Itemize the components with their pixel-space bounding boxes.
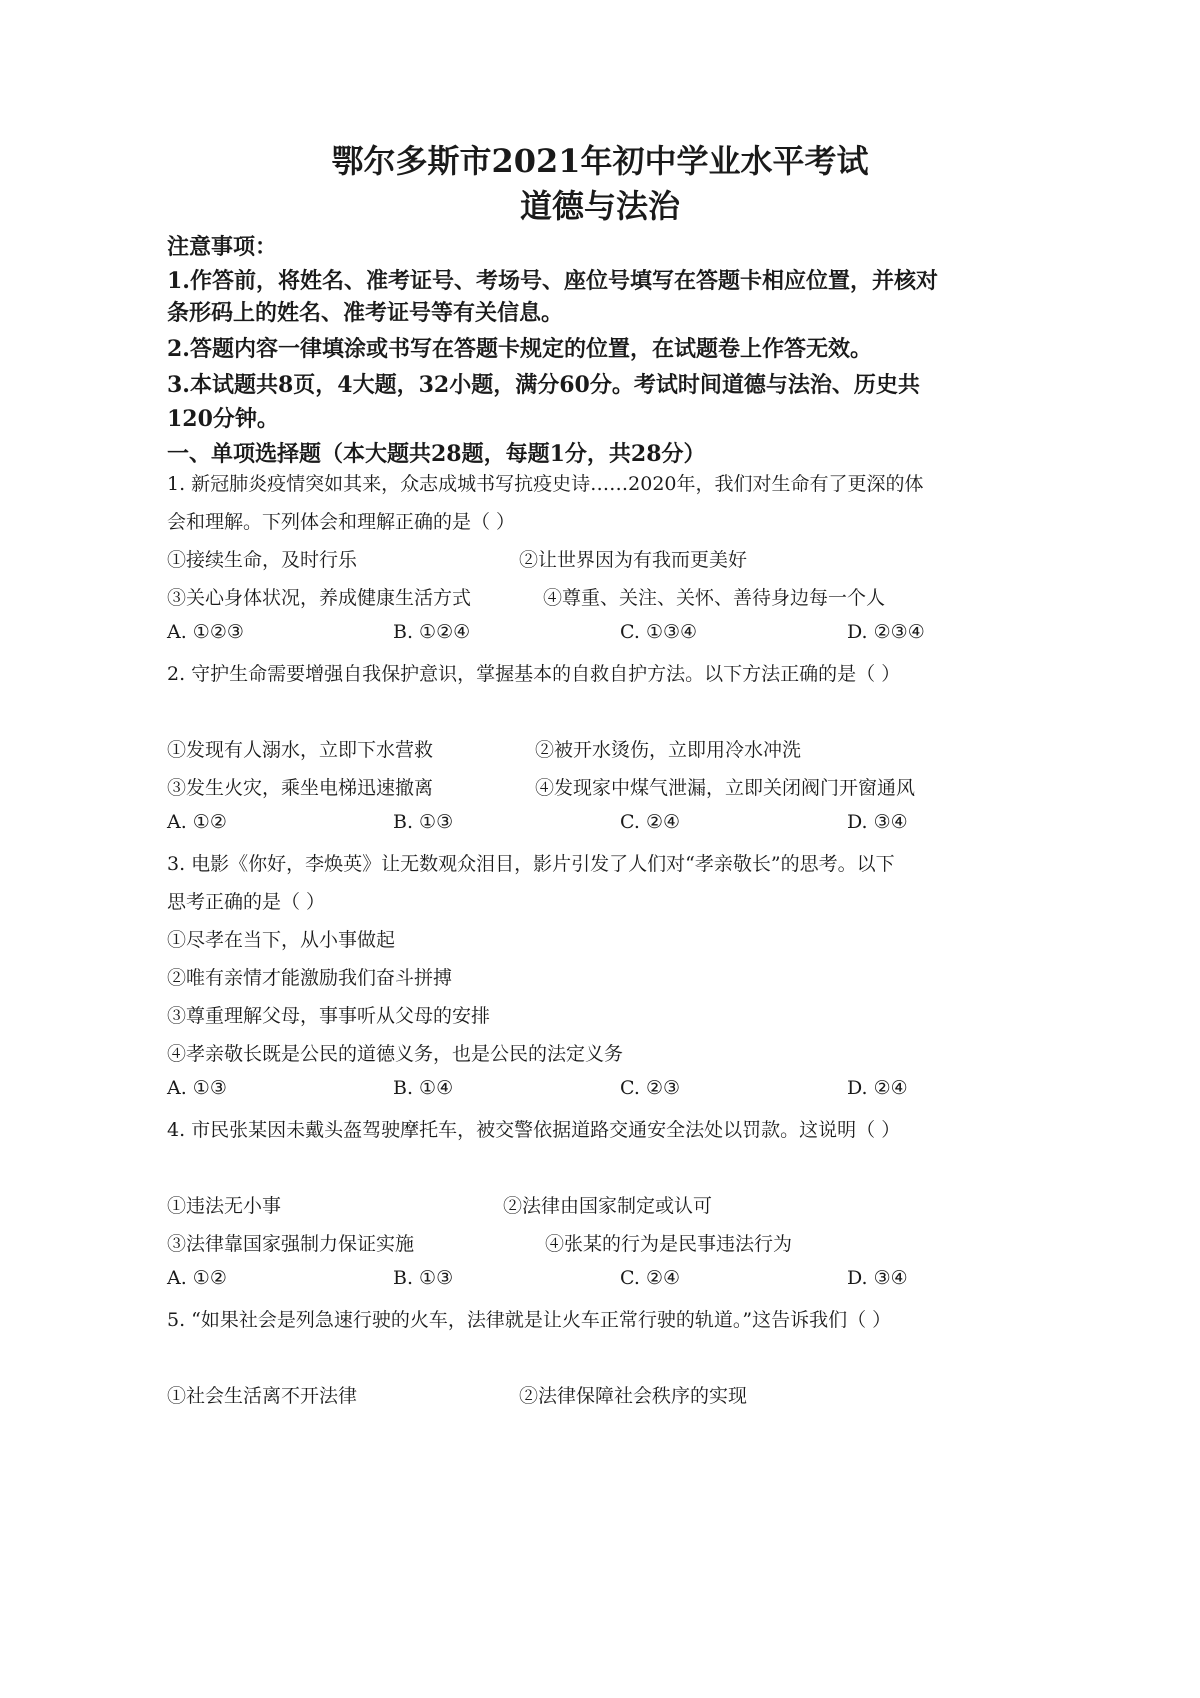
statement-item: ②唯有亲情才能激励我们奋斗拼搏 xyxy=(167,967,453,989)
question-stem: 2. 守护生命需要增强自我保护意识，掌握基本的自救自护方法。以下方法正确的是（ ） xyxy=(167,663,901,685)
answer-option: B. ①③ xyxy=(393,1267,454,1289)
question-stem: 5. “如果社会是列急速行驶的火车，法律就是让火车正常行驶的轨道。”这告诉我们（ ） xyxy=(167,1309,892,1331)
answer-option: A. ①② xyxy=(167,811,227,833)
statement-item: ③尊重理解父母，事事听从父母的安排 xyxy=(167,1005,491,1027)
answer-option: C. ②④ xyxy=(620,1267,681,1289)
answer-option: D. ③④ xyxy=(847,1267,908,1289)
statement-item: ④尊重、关注、关怀、善待身边每一个人 xyxy=(543,587,886,609)
question-stem: 思考正确的是（ ） xyxy=(167,891,326,913)
statement-item: ②被开水烫伤，立即用冷水冲洗 xyxy=(535,739,802,761)
statement-item: ④发现家中煤气泄漏，立即关闭阀门开窗通风 xyxy=(535,777,916,799)
answer-option: B. ①④ xyxy=(393,1077,454,1099)
statement-item: ①社会生活离不开法律 xyxy=(167,1385,358,1407)
question-stem: 1. 新冠肺炎疫情突如其来，众志成城书写抗疫史诗……2020年，我们对生命有了更深的体 xyxy=(167,473,924,495)
statement-item: ②让世界因为有我而更美好 xyxy=(519,549,748,571)
answer-option: C. ②④ xyxy=(620,811,681,833)
section-1-heading: 一、单项选择题（本大题共28题，每题1分，共28分） xyxy=(167,441,706,467)
answer-option: B. ①②④ xyxy=(393,621,471,643)
answer-option: C. ①③④ xyxy=(620,621,698,643)
notice-item-1-line-1: 1.作答前，将姓名、准考证号、考场号、座位号填写在答题卡相应位置，并核对 xyxy=(167,268,938,294)
answer-option: D. ②④ xyxy=(847,1077,908,1099)
question-stem: 3. 电影《你好，李焕英》让无数观众泪目，影片引发了人们对“孝亲敬长”的思考。以下 xyxy=(167,853,895,875)
statement-item: ④张某的行为是民事违法行为 xyxy=(545,1233,793,1255)
answer-option: D. ③④ xyxy=(847,811,908,833)
statement-item: ①尽孝在当下，从小事做起 xyxy=(167,929,396,951)
notice-item-1-line-2: 条形码上的姓名、准考证号等有关信息。 xyxy=(167,300,564,326)
statement-item: ③发生火灾，乘坐电梯迅速撤离 xyxy=(167,777,434,799)
answer-option: B. ①③ xyxy=(393,811,454,833)
statement-item: ③关心身体状况，养成健康生活方式 xyxy=(167,587,472,609)
question-stem: 会和理解。下列体会和理解正确的是（ ） xyxy=(167,511,516,533)
notice-heading: 注意事项： xyxy=(167,234,278,260)
notice-item-2: 2.答题内容一律填涂或书写在答题卡规定的位置，在试题卷上作答无效。 xyxy=(167,336,872,362)
answer-option: C. ②③ xyxy=(620,1077,681,1099)
answer-option: A. ①②③ xyxy=(167,621,244,643)
notice-item-3-line-1: 3.本试题共8页，4大题，32小题，满分60分。考试时间道德与法治、历史共 xyxy=(167,372,920,398)
statement-item: ④孝亲敬长既是公民的道德义务，也是公民的法定义务 xyxy=(167,1043,624,1065)
statement-item: ①接续生命，及时行乐 xyxy=(167,549,358,571)
notice-item-3-line-2: 120分钟。 xyxy=(167,406,279,432)
statement-item: ①发现有人溺水，立即下水营救 xyxy=(167,739,434,761)
answer-option: D. ②③④ xyxy=(847,621,925,643)
answer-option: A. ①② xyxy=(167,1267,227,1289)
exam-subject: 道德与法治 xyxy=(519,187,680,225)
question-stem: 4. 市民张某因未戴头盔驾驶摩托车，被交警依据道路交通安全法处以罚款。这说明（ ） xyxy=(167,1119,901,1141)
statement-item: ③法律靠国家强制力保证实施 xyxy=(167,1233,415,1255)
answer-option: A. ①③ xyxy=(167,1077,227,1099)
exam-title: 鄂尔多斯市2021年初中学业水平考试 xyxy=(331,142,869,180)
statement-item: ①违法无小事 xyxy=(167,1195,282,1217)
statement-item: ②法律保障社会秩序的实现 xyxy=(519,1385,748,1407)
statement-item: ②法律由国家制定或认可 xyxy=(503,1195,713,1217)
